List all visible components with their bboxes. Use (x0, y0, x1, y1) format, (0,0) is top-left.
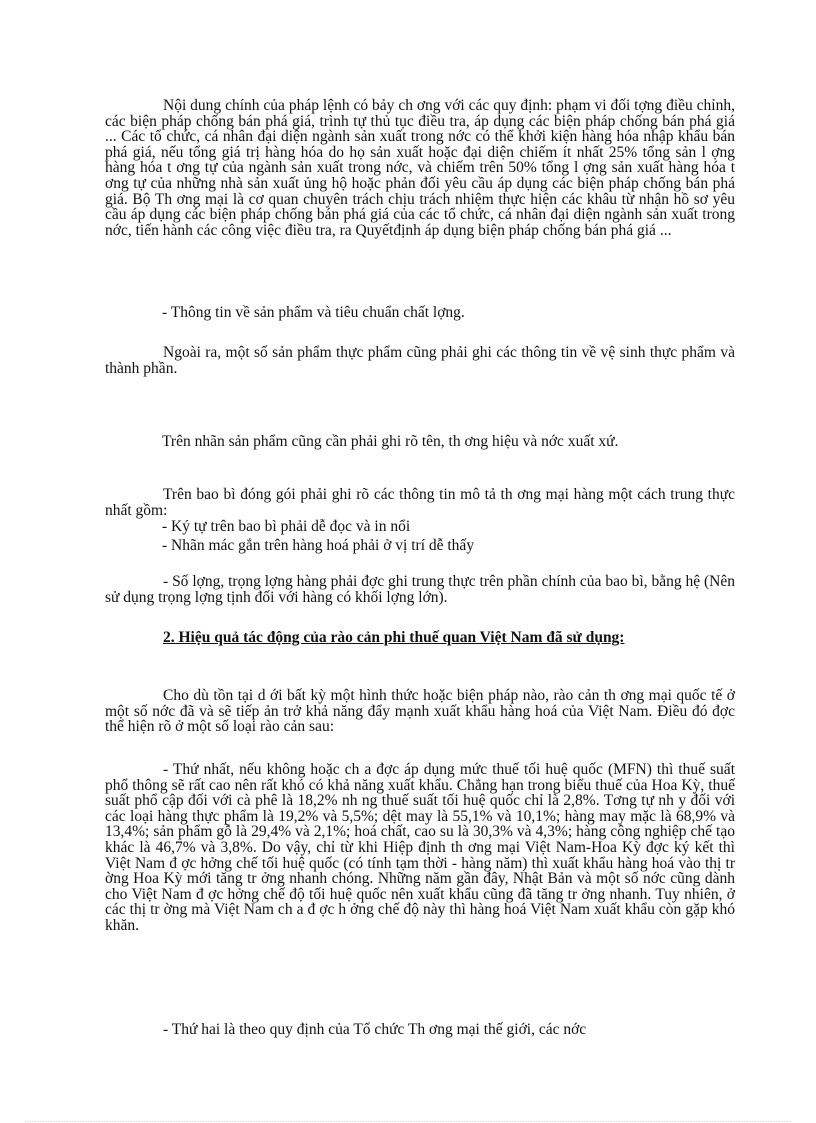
paragraph-first-barrier-mfn: - Thứ nhất, nếu không hoặc ch a đợc áp dụng mức thuế tối huệ quốc (MFN) thì thuế suất phổ thông sẽ rất cao nên rất khó có khả năng xuất khẩu. Chẳng hạn trong biểu thuế của Hoa Kỳ, thuế suất phổ cập đối với cà phê là 18,2% nh ng thuế suất tối huệ quốc chỉ là 2,8%. Tơng tự nh y đối với các loại hàng thực phẩm là 19,2% và 5,5%; dệt may là 55,1% và 10,1%; hàng may mặc là 68,9% và 13,4%; sản phẩm gỗ là 29,4% và 2,1%; hoá chất, cao su là 30,3% và 4,3%; hàng công nghiệp chế tạo khác là 46,7% và 3,8%. Do vậy, chỉ từ khi Hiệp định th ơng mại Việt Nam-Hoa Kỳ đợc ký kết thì Việt Nam đ ợc hởng chế tối huệ quốc (có tính tạm thời - hàng năm) thì xuất khẩu hàng hoá vào thị tr ờng Hoa Kỳ mới tăng tr ởng nhanh chóng. Những năm gần đây, Nhật Bản và một số nớc cũng dành cho Việt Nam đ ợc hởng chế độ tối huệ quốc nên xuất khẩu cũng đã tăng tr ởng nhanh. Tuy nhiên, ở các thị tr ờng mà Việt Nam ch a đ ợc h ởng chế độ này thì hàng hoá Việt Nam xuất khẩu còn gặp khó khăn. (105, 761, 735, 934)
paragraph-quantity-weight: - Số lợng, trọng lợng hàng phải đợc ghi trung thực trên phần chính của bao bì, bằng hệ (Nên sử dụng trọng lợng tịnh đối với hàng có khối lợng lớn). (105, 573, 735, 606)
paragraph-label-origin: Trên nhãn sản phẩm cũng cần phải ghi rõ tên, th ơng hiệu và nớc xuất xứ. (162, 433, 619, 450)
bullet-label-position: - Nhãn mác gắn trên hàng hoá phải ở vị trí dễ thấy (162, 537, 475, 554)
paragraph-trade-barriers: Cho dù tồn tại d ới bất kỳ một hình thức hoặc biện pháp nào, rào cản th ơng mại quốc tế ở một số nớc đã và sẽ tiếp ản trở khả năng đẩy mạnh xuất khẩu hàng hoá của Việt Nam. Điều đó đợc thể hiện rõ ở một số loại rào cản sau: (105, 687, 735, 736)
paragraph-food-hygiene: Ngoài ra, một số sản phẩm thực phẩm cũng phải ghi các thông tin về vệ sinh thực phẩm và thành phần. (105, 344, 735, 377)
page-bottom-border (25, 1121, 791, 1122)
paragraph-second-barrier: - Thứ hai là theo quy định của Tổ chức Th ơng mại thế giới, các nớc (163, 1021, 587, 1038)
bullet-product-info: - Thông tin về sản phẩm và tiêu chuẩn chất lợng. (162, 304, 465, 321)
bullet-readable-print: - Ký tự trên bao bì phải dễ đọc và in nổi (162, 518, 411, 535)
paragraph-anti-dumping-ordinance: Nội dung chính của pháp lệnh có bảy ch ơng với các quy định: phạm vi đối tợng điều chỉnh, các biện pháp chống bán phá giá, trình tự thủ tục điều tra, áp dụng các biện pháp chống bán phá giá ... Các tổ chức, cá nhân đại diện ngành sản xuất trong nớc có thể khởi kiện hàng hóa nhập khẩu bán phá giá, nếu tổng giá trị hàng hóa do họ sản xuất hoặc đại diện chiếm ít nhất 25% tổng sản l ợng hàng hóa t ơng tự của ngành sản xuất trong nớc, và chiếm trên 50% tổng l ợng sản xuất hàng hóa t ơng tự của những nhà sản xuất ủng hộ hoặc phản đối yêu cầu áp dụng các biện pháp chống bán phá giá. Bộ Th ơng mại là cơ quan chuyên trách chịu trách nhiệm thực hiện các khâu từ nhận hồ sơ yêu cầu áp dụng các biện pháp chống bán phá giá của các tổ chức, cá nhân đại diện ngành sản xuất trong nớc, tiến hành các công việc điều tra, ra Quyếtđịnh áp dụng biện pháp chống bán phá giá ... (105, 97, 735, 239)
section-heading: 2. Hiệu quả tác động của rào cản phi thuế quan Việt Nam đã sử dụng: (163, 629, 625, 646)
paragraph-packaging-info: Trên bao bì đóng gói phải ghi rõ các thông tin mô tả th ơng mại hàng một cách trung thực nhất gồm: (105, 486, 735, 519)
